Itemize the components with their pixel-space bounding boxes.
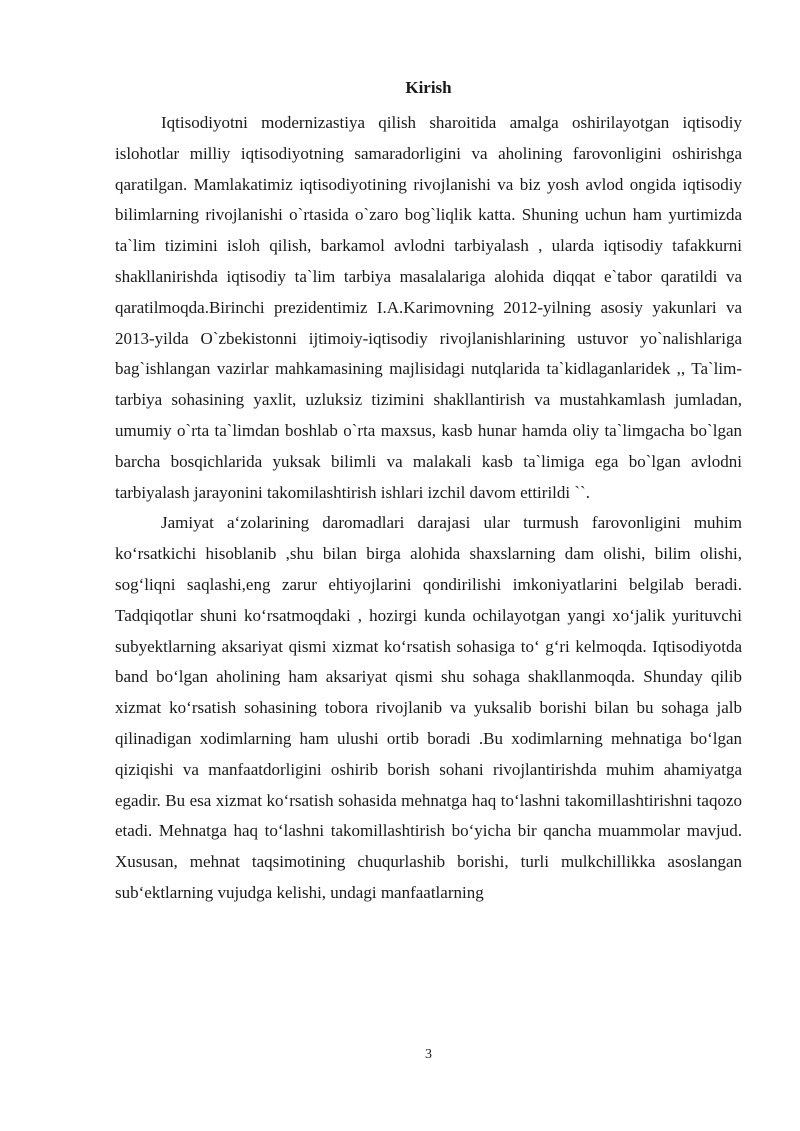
paragraph-2: Jamiyat a‘zolarining daromadlari darajasi ular turmush farovonligini muhim ko‘rsatkichi hisoblanib ,shu bilan birga alohida shaxslarning dam olishi, bilim olishi, sog‘liqni saqlashi,eng zarur ehtiyojlarini qondirilishi imkoniyatlarini belgilab beradi. Tadqiqotlar shuni ko‘rsatmoqdaki , hozirgi kunda ochilayotgan yangi xo‘jalik yurituvchi subyektlarning aksariyat qismi xizmat ko‘rsatish sohasiga to‘ g‘ri kelmoqda. Iqtisodiyotda band bo‘lgan aholining ham aksariyat qismi shu sohaga shakllanmoqda. Shunday qilib xizmat ko‘rsatish sohasining tobora rivojlanib va yuksalib borishi bilan bu sohaga jalb qilinadigan xodimlarning ham ulushi ortib boradi .Bu xodimlarning mehnatiga bo‘lgan qiziqishi va manfaatdorligini oshirib borish sohani rivojlantirishda muhim ahamiyatga egadir. Bu esa xizmat ko‘rsatish sohasida mehnatga haq to‘lashni takomillashtirishni taqozo etadi. Mehnatga haq to‘lashni takomillashtirish bo‘yicha bir qancha muammolar mavjud. Xususan, mehnat taqsimotining chuqurlashib borishi, turli mulkchillikka asoslangan sub‘ektlarning vujudga kelishi, undagi manfaatlarning <box>115 513 742 902</box>
body-text <box>115 108 742 909</box>
paragraph-1: Iqtisodiyotni modernizastiya qilish sharoitida amalga oshirilayotgan iqtisodiy islohotlar milliy iqtisodiyotning samaradorligini va aholining farovonligini oshirishga qaratilgan. Mamlakatimiz iqtisodiyotining rivojlanishi va biz yosh avlod ongida iqtisodiy bilimlarning rivojlanishi o`rtasida o`zaro bog`liqlik katta. Shuning uchun ham yurtimizda ta`lim tizimini isloh qilish, barkamol avlodni tarbiyalash , ularda iqtisodiy tafakkurni shakllanirishda iqtisodiy ta`lim tarbiya masalalariga alohida diqqat e`tabor qaratildi va qaratilmoqda.Birinchi prezidentimiz I.A.Karimovning 2012-yilning asosiy yakunlari va 2013-yilda O`zbekistonni ijtimoiy-iqtisodiy rivojlanishlarining ustuvor yo`nalishlariga bag`ishlangan vazirlar mahkamasining majlisidagi nutqlarida ta`kidlaganlaridek ,, Ta`lim-tarbiya sohasining yaxlit, uzluksiz tizimini shakllantirish va mustahkamlash jumladan, umumiy o`rta ta`limdan boshlab o`rta maxsus, kasb hunar hamda oliy ta`limgacha bo`lgan barcha bosqichlarida yuksak bilimli va malakali kasb ta`limiga ega bo`lgan avlodni tarbiyalash jarayonini takomilashtirish ishlari izchil davom ettirildi ``. <box>115 113 742 502</box>
page-number: 3 <box>425 1047 432 1062</box>
section-title: Kirish <box>405 78 452 97</box>
